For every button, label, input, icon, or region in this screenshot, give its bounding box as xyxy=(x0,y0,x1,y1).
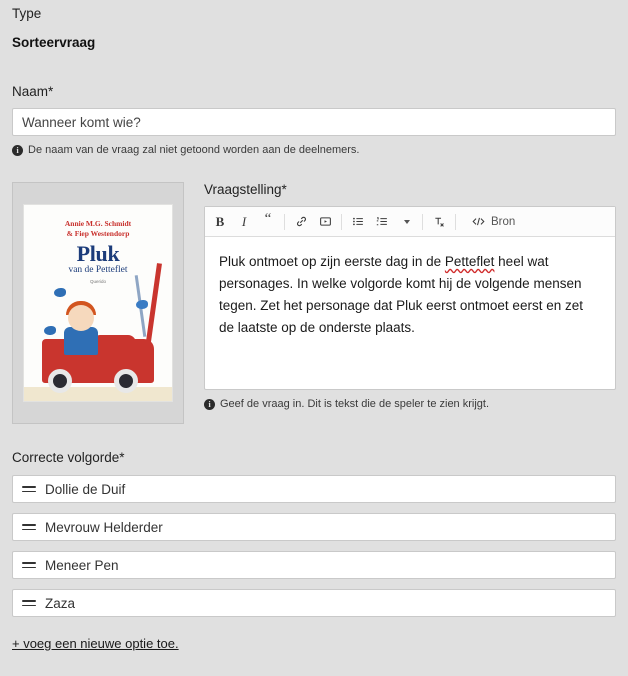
editor-column xyxy=(204,182,616,410)
drag-handle-icon[interactable] xyxy=(22,524,36,530)
insert-media-icon-button[interactable] xyxy=(314,211,336,233)
link-icon-button[interactable] xyxy=(290,211,312,233)
naam-hint-text: De naam van de vraag zal niet getoond worden aan de deelnemers. xyxy=(28,144,360,156)
list-options-chevron-down-icon[interactable] xyxy=(395,211,417,233)
vraagstelling-hint xyxy=(204,398,616,410)
type-label: Type xyxy=(12,6,42,21)
cover-ground xyxy=(24,387,172,401)
cover-subtitle: van de Petteflet xyxy=(68,265,128,275)
vraagstelling-label: Vraagstelling* xyxy=(204,182,287,197)
numbered-list-icon-button[interactable] xyxy=(371,211,393,233)
bird-icon xyxy=(136,300,148,309)
naam-input[interactable] xyxy=(12,108,616,136)
cover-authors-line1: Annie M.G. Schmidt xyxy=(64,219,132,228)
editor-misspelled-word: Petteflet xyxy=(444,254,495,269)
info-icon: i xyxy=(204,399,215,410)
info-icon: i xyxy=(12,145,23,156)
toolbar-divider xyxy=(284,214,285,230)
toolbar-divider xyxy=(455,214,456,230)
naam-label: Naam* xyxy=(12,84,54,99)
vraagstelling-hint-text: Geef de vraag in. Dit is tekst die de speler te zien krijgt. xyxy=(220,398,490,410)
wheel-shape xyxy=(114,369,138,393)
cover-authors xyxy=(24,219,172,239)
editor-text-area[interactable] xyxy=(205,237,615,389)
naam-hint xyxy=(12,144,616,156)
italic-button[interactable]: I xyxy=(233,211,255,233)
book-cover-thumbnail[interactable] xyxy=(12,182,184,424)
chevron-down-icon xyxy=(404,220,410,224)
list-item[interactable] xyxy=(12,551,616,579)
boy-body-shape xyxy=(64,327,98,355)
source-button[interactable] xyxy=(471,215,515,228)
editor-toolbar xyxy=(205,207,615,237)
remove-format-icon-button[interactable] xyxy=(428,211,450,233)
toolbar-divider xyxy=(341,214,342,230)
add-option-link[interactable]: + voeg een nieuwe optie toe. xyxy=(12,636,179,651)
bold-button[interactable]: B xyxy=(209,211,231,233)
question-body-section xyxy=(12,182,616,424)
naam-section xyxy=(12,84,616,156)
list-item[interactable] xyxy=(12,475,616,503)
list-item[interactable] xyxy=(12,513,616,541)
list-item-label: Dollie de Duif xyxy=(45,481,126,497)
drag-handle-icon[interactable] xyxy=(22,600,36,606)
blockquote-icon-button[interactable]: “ xyxy=(257,211,279,233)
source-label: Bron xyxy=(491,215,516,228)
correct-order-section xyxy=(12,450,616,651)
cover-title: Pluk xyxy=(76,241,120,266)
list-item-label: Mevrouw Helderder xyxy=(45,519,163,535)
toolbar-divider xyxy=(422,214,423,230)
bulleted-list-icon-button[interactable] xyxy=(347,211,369,233)
cover-imprint: Querido xyxy=(89,279,106,284)
book-cover-image xyxy=(23,204,173,402)
editor-text-part1: Pluk ontmoet op zijn eerste dag in de xyxy=(219,254,445,269)
wheel-shape xyxy=(48,369,72,393)
list-item-label: Meneer Pen xyxy=(45,557,119,573)
list-item[interactable] xyxy=(12,589,616,617)
correct-order-label: Correcte volgorde* xyxy=(12,450,125,465)
bird-icon xyxy=(54,288,66,297)
cover-authors-line2: & Fiep Westendorp xyxy=(66,229,130,239)
rich-text-editor xyxy=(204,206,616,390)
type-value: Sorteervraag xyxy=(12,35,96,50)
drag-handle-icon[interactable] xyxy=(22,562,36,568)
type-section xyxy=(12,0,616,50)
list-item-label: Zaza xyxy=(45,595,76,611)
boy-head-shape xyxy=(68,305,94,331)
bird-icon xyxy=(44,326,56,335)
drag-handle-icon[interactable] xyxy=(22,486,36,492)
editor-text-part2: heel wat personages. In welke volgorde komt hij de volgende mensen tegen. Zet het personage dat Pluk eerst ontmoet eerst en zet de laatste op de onderste plaats. xyxy=(219,254,583,335)
